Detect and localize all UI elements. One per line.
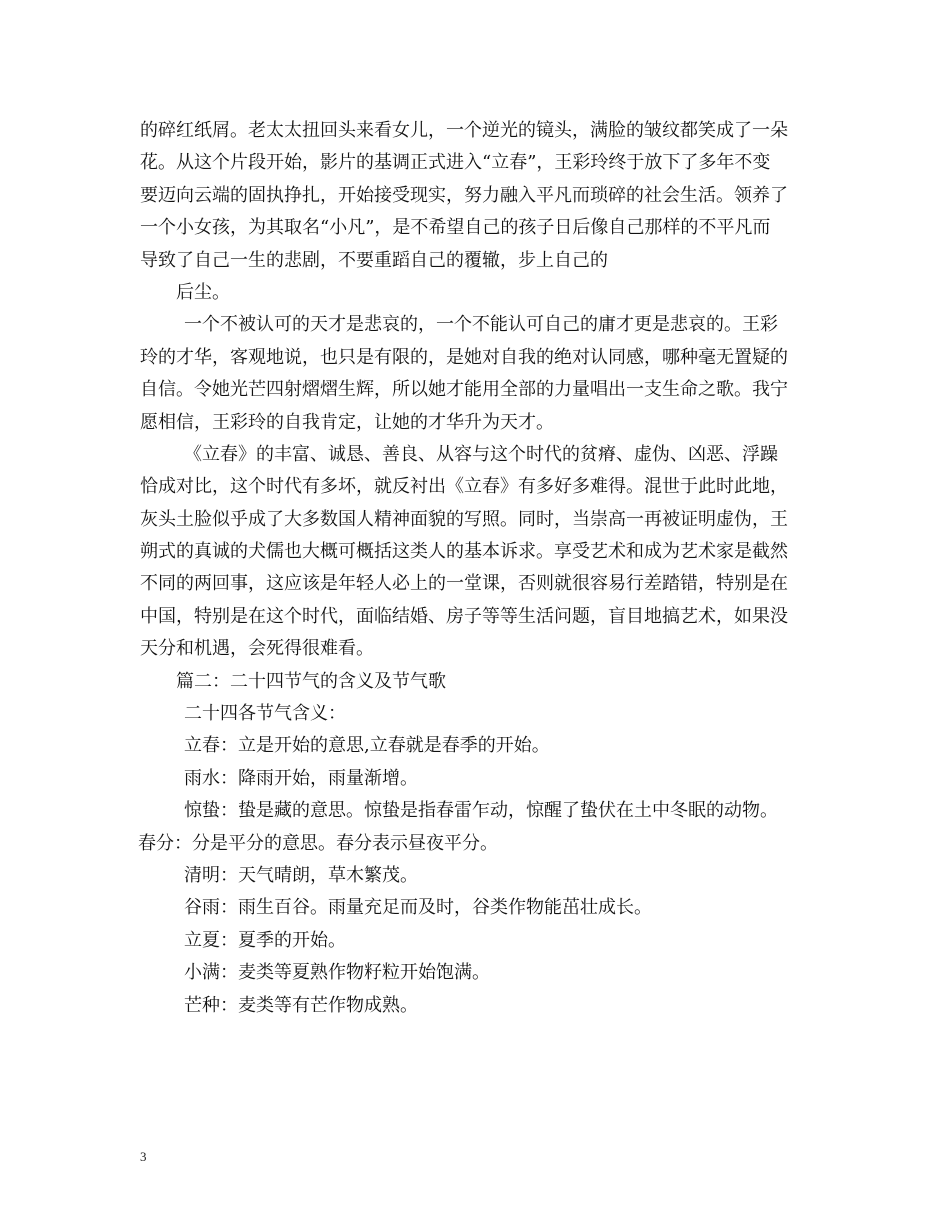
text-line: 愿相信，王彩玲的自我肯定，让她的才华升为天才。 [140, 411, 554, 433]
text-line: 一个小女孩，为其取名“小凡”，是不希望自己的孩子日后像自己那样的不平凡而 [140, 217, 771, 239]
text-line: 灰头土脸似乎成了大多数国人精神面貌的写照。同时，当崇高一再被证明虚伪，王 [140, 508, 788, 530]
text-line: 要迈向云端的固执挣扎，开始接受现实，努力融入平凡而琐碎的社会生活。领养了 [140, 184, 788, 206]
text-line: 后尘。 [176, 281, 230, 303]
text-line: 恰成对比，这个时代有多坏，就反衬出《立春》有多好多难得。混世于此时此地， [140, 476, 788, 498]
text-line: 春分：分是平分的意思。春分表示昼夜平分。 [138, 832, 498, 854]
text-line: 立春：立是开始的意思,立春就是春季的开始。 [184, 735, 550, 757]
text-line: 一个不被认可的天才是悲哀的，一个不能认可自己的庸才更是悲哀的。王彩 [184, 314, 778, 336]
text-line: 二十四各节气含义： [184, 703, 346, 725]
text-line: 芒种：麦类等有芒作物成熟。 [184, 994, 418, 1016]
text-line: 玲的才华，客观地说，也只是有限的，是她对自我的绝对认同感，哪种毫无置疑的 [140, 346, 788, 368]
text-line: 天分和机遇，会死得很难看。 [140, 638, 374, 660]
text-line: 小满：麦类等夏熟作物籽粒开始饱满。 [184, 962, 490, 984]
text-line: 《立春》的丰富、诚恳、善良、从容与这个时代的贫瘠、虚伪、凶恶、浮躁 [184, 443, 778, 465]
text-line: 清明：天气晴朗，草木繁茂。 [184, 864, 418, 886]
document-body [140, 115, 820, 1022]
text-line: 立夏：夏季的开始。 [184, 929, 346, 951]
text-line: 不同的两回事，这应该是年轻人必上的一堂课，否则就很容易行差踏错，特别是在 [140, 573, 788, 595]
text-line: 的碎红纸屑。老太太扭回头来看女儿，一个逆光的镜头，满脸的皱纹都笑成了一朵 [140, 120, 788, 141]
text-line: 谷雨：雨生百谷。雨量充足而及时，谷类作物能茁壮成长。 [184, 897, 652, 919]
text-line: 惊蛰：蛰是藏的意思。惊蛰是指春雷乍动，惊醒了蛰伏在土中冬眠的动物。 [184, 800, 778, 822]
text-line: 中国，特别是在这个时代，面临结婚、房子等等生活问题，盲目地搞艺术，如果没 [140, 605, 788, 627]
text-line: 篇二：二十四节气的含义及节气歌 [176, 670, 446, 692]
page-number: 3 [140, 1149, 147, 1164]
text-line: 朔式的真诚的犬儒也大概可概括这类人的基本诉求。享受艺术和成为艺术家是截然 [140, 541, 788, 563]
text-line: 花。从这个片段开始，影片的基调正式进入“立春”，王彩玲终于放下了多年不变 [140, 152, 771, 174]
text-line: 雨水：降雨开始，雨量渐增。 [184, 767, 418, 789]
text-line: 自信。令她光芒四射熠熠生辉，所以她才能用全部的力量唱出一支生命之歌。我宁 [140, 379, 788, 401]
text-line: 导致了自己一生的悲剧，不要重蹈自己的覆辙，步上自己的 [140, 249, 608, 271]
